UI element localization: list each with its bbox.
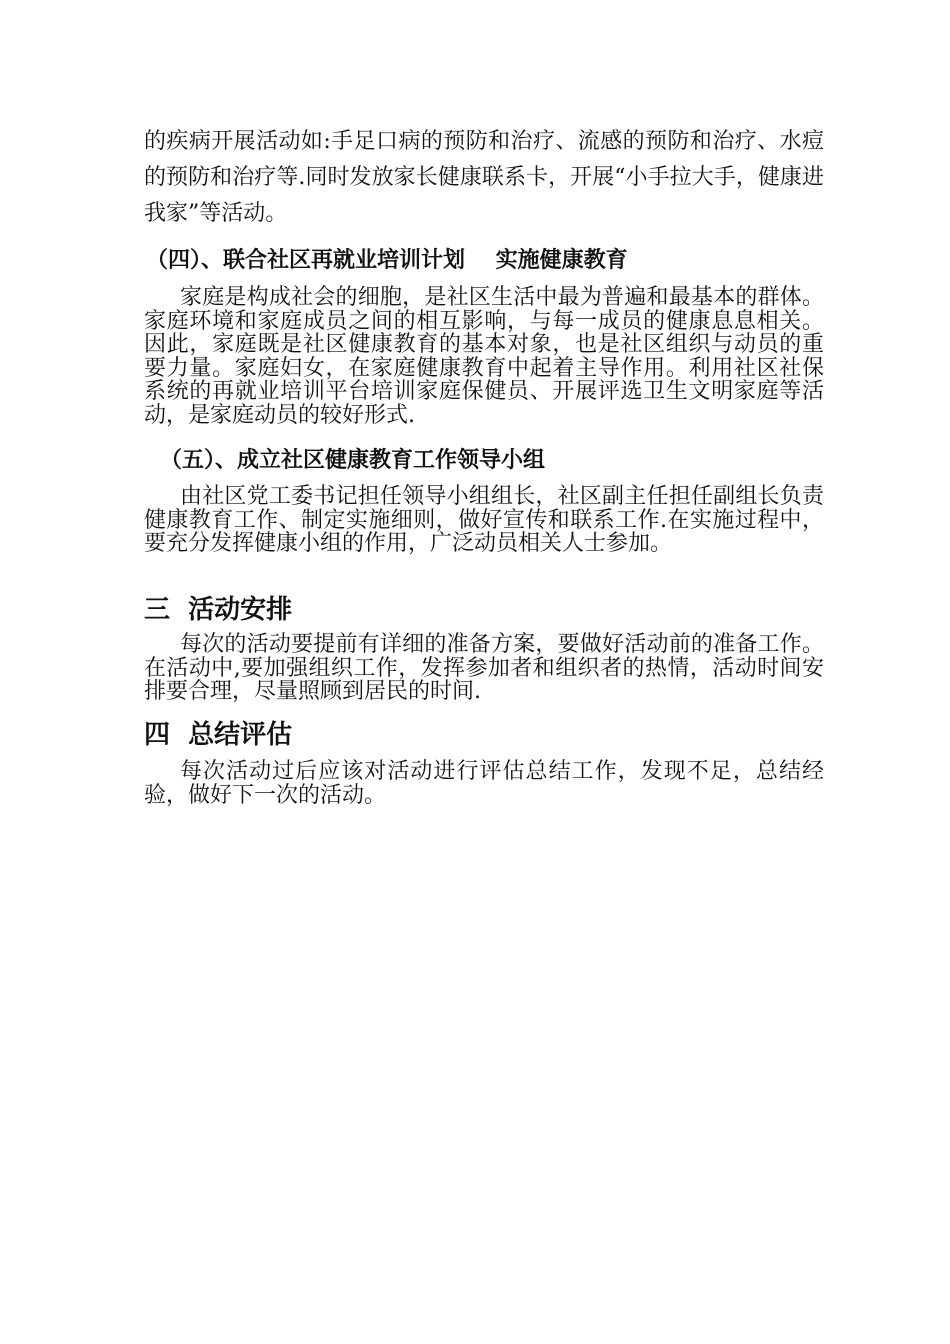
section-three-body: 每次的活动要提前有详细的准备方案，要做好活动前的准备工作。在活动中,要加强组织工作，发挥参加者和组织者的热情，活动时间安排要合理，尽量照顾到居民的时间.: [144, 632, 824, 704]
section-5-body: 由社区党工委书记担任领导小组组长，社区副主任担任副组长负责健康教育工作、制定实施细则，做好宣传和联系工作.在实施过程中，要充分发挥健康小组的作用，广泛动员相关人士参加。: [144, 484, 824, 556]
section-four-body: 每次活动过后应该对活动进行评估总结工作，发现不足，总结经验，做好下一次的活动。: [144, 759, 824, 808]
section-5-heading: （五）、成立社区健康教育工作领导小组: [160, 448, 546, 473]
section-four-heading: 四 总结评估: [144, 720, 293, 750]
intro-paragraph: 的疾病开展活动如:手足口病的预防和治疗、流感的预防和治疗、水痘的预防和治疗等.同时发放家长健康联系卡，开展“小手拉大手，健康进我家”等活动。: [144, 129, 824, 226]
section-three-heading: 三 活动安排: [144, 595, 293, 625]
section-4-heading: （四）、联合社区再就业培训计划 实施健康教育: [146, 248, 628, 273]
section-4-body: 家庭是构成社会的细胞，是社区生活中最为普遍和最基本的群体。家庭环境和家庭成员之间的相互影响，与每一成员的健康息息相关。因此，家庭既是社区健康教育的基本对象，也是社区组织与动员的重要力量。家庭妇女，在家庭健康教育中起着主导作用。利用社区社保系统的再就业培训平台培训家庭保健员、开展评选卫生文明家庭等活动，是家庭动员的较好形式.: [144, 285, 824, 428]
